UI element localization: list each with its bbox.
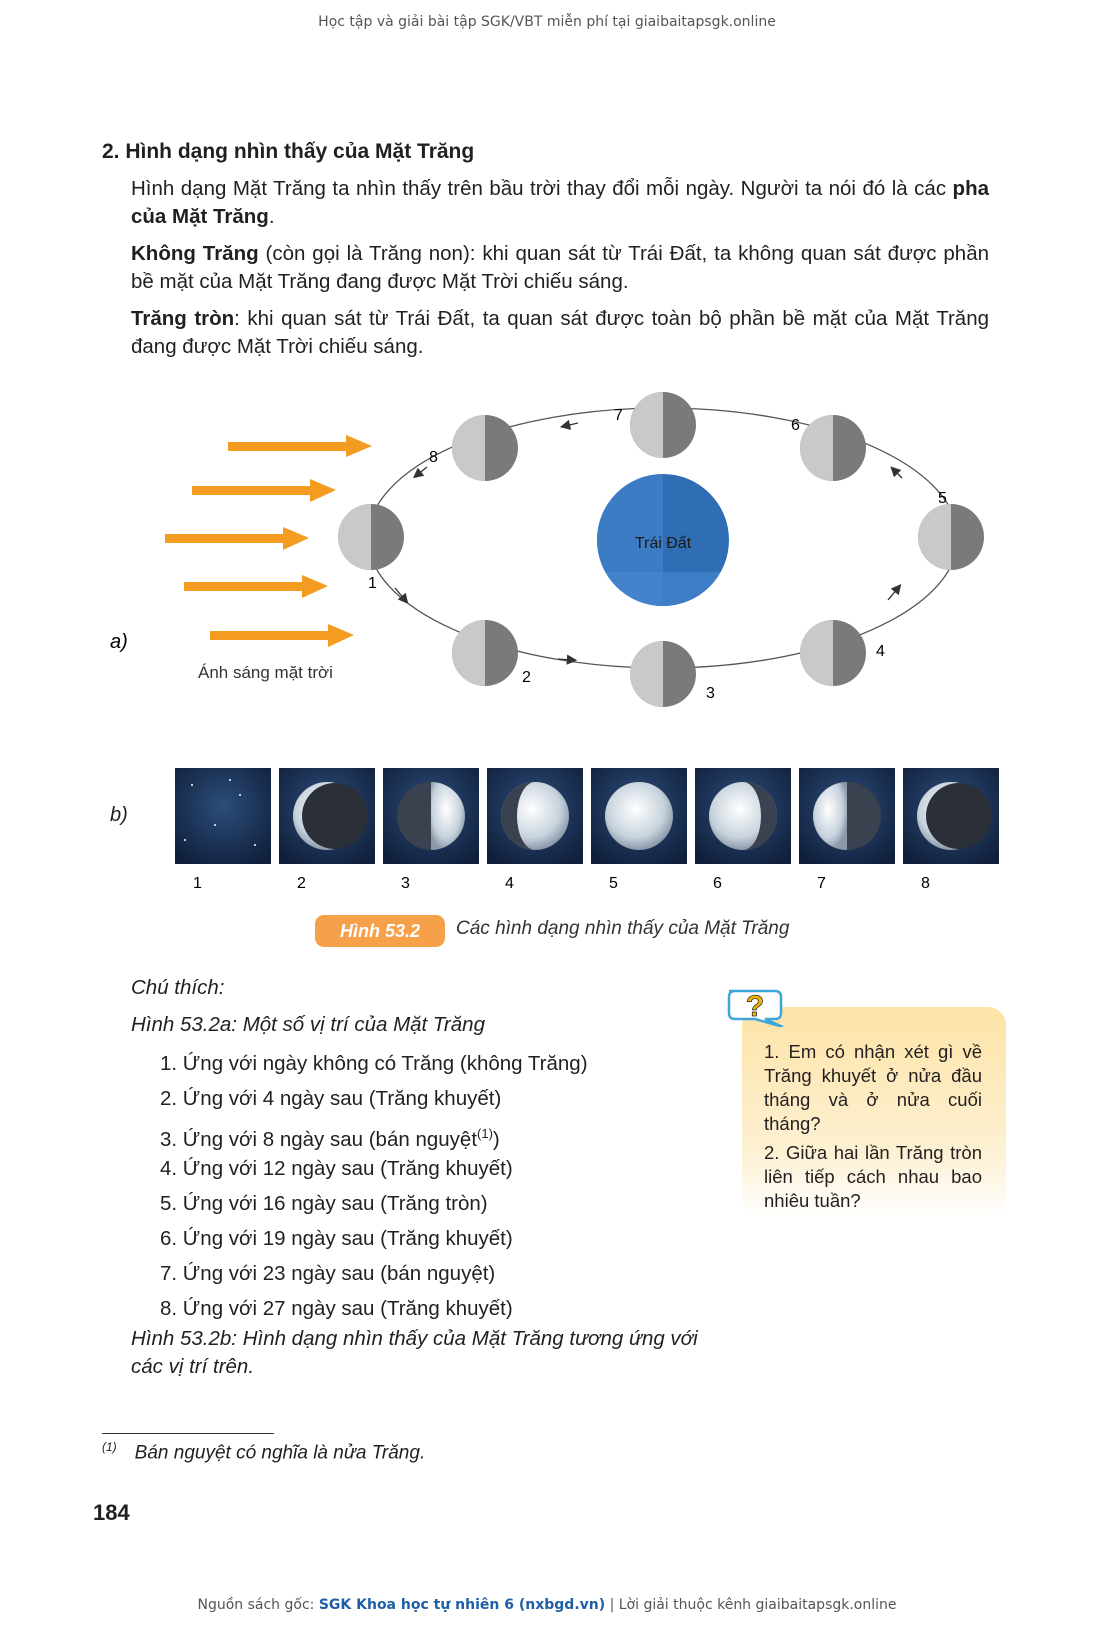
moon-photo-7: [799, 768, 895, 864]
footer-prefix: Nguồn sách gốc:: [197, 1597, 319, 1613]
notes-list: [160, 1046, 588, 1326]
orbit-number-1: 1: [368, 575, 377, 592]
orbit-number-6: 6: [791, 417, 800, 434]
question-mark-icon: [725, 987, 789, 1027]
footer-suffix: | Lời giải thuộc kênh giaibaitapsgk.online: [605, 1597, 897, 1613]
moon-7-icon: [630, 392, 696, 458]
notes-item-3-text: 3. Ứng với 8 ngày sau (bán nguyệt: [160, 1127, 478, 1151]
photo-number-3: 3: [401, 875, 410, 892]
photo-number-8: 8: [921, 875, 930, 892]
moon-photo-8: [903, 768, 999, 864]
moon-1-icon: [338, 504, 404, 570]
paragraph-phases-end: .: [268, 205, 275, 228]
paragraph-phases: [131, 175, 989, 231]
definition-new-moon: (còn gọi là Trăng non): khi quan sát từ Trái Đất, ta không quan sát được phần bề mặt của Mặt Trăng đang được Mặt Trời chiếu sáng.: [131, 242, 989, 293]
notes-list-item: 6. Ứng với 19 ngày sau (Trăng khuyết): [160, 1227, 513, 1250]
paragraph-phases-term: pha của Mặt Trăng: [131, 177, 989, 228]
moon-photo-1: [175, 768, 271, 864]
orbit-number-5: 5: [938, 490, 947, 507]
notes-list-item: 7. Ứng với 23 ngày sau (bán nguyệt): [160, 1262, 496, 1285]
photo-number-5: 5: [609, 875, 618, 892]
orbit-number-2: 2: [522, 669, 531, 686]
term-new-moon: Không Trăng: [131, 242, 259, 265]
notes-figure-a: Hình 53.2a: Một số vị trí của Mặt Trăng: [131, 1013, 485, 1036]
notes-list-item: 5. Ứng với 16 ngày sau (Trăng tròn): [160, 1192, 488, 1215]
sunlight-arrow-icon: [184, 575, 328, 598]
footnote-reference[interactable]: (1): [477, 1126, 493, 1141]
notes-figure-b: Hình 53.2b: Hình dạng nhìn thấy của Mặt Trăng tương ứng với các vị trí trên.: [131, 1327, 698, 1378]
notes-title: Chú thích:: [131, 976, 225, 999]
page-number: 184: [93, 1500, 130, 1525]
paragraph-new-moon: [131, 240, 989, 296]
notes-list-item: [160, 1116, 588, 1151]
moon-6-icon: [800, 415, 866, 481]
photo-number-2: 2: [297, 875, 306, 892]
footnote-marker: (1): [102, 1440, 117, 1454]
moon-8-icon: [452, 415, 518, 481]
photo-number-1: 1: [193, 875, 202, 892]
notes-list-item: 1. Ứng với ngày không có Trăng (không Trăng): [160, 1052, 588, 1075]
footnote-text: Bán nguyệt có nghĩa là nửa Trăng.: [134, 1442, 426, 1464]
orbit-number-3: 3: [706, 685, 715, 702]
sunlight-arrow-icon: [210, 624, 354, 647]
moon-4-icon: [800, 620, 866, 686]
moon-orbit-diagram: [0, 380, 1094, 720]
page-header-note: Học tập và giải bài tập SGK/VBT miễn phí tại giaibaitapsgk.online: [318, 14, 776, 30]
moon-2-icon: [452, 620, 518, 686]
footer-source-link[interactable]: SGK Khoa học tự nhiên 6 (nxbgd.vn): [318, 1597, 606, 1613]
footnote: [102, 1440, 425, 1464]
term-full-moon: Trăng tròn: [131, 307, 235, 330]
paragraph-full-moon: [131, 305, 989, 361]
moon-photo-2: [279, 768, 375, 864]
figure-a-label: a): [110, 631, 128, 653]
orbit-number-8: 8: [429, 449, 438, 466]
orbit-number-4: 4: [876, 643, 885, 660]
photo-number-6: 6: [713, 875, 722, 892]
page-footer: [0, 1597, 1094, 1613]
question-mark-glyph: ?: [745, 990, 765, 1023]
section-title: Hình dạng nhìn thấy của Mặt Trăng: [125, 140, 475, 163]
moon-5-icon: [918, 504, 984, 570]
orbit-direction-arrow-icon: [565, 423, 578, 426]
moon-photo-6: [695, 768, 791, 864]
earth-label: Trái Đất: [634, 535, 692, 552]
orbit-direction-arrow-icon: [888, 588, 898, 600]
section-heading: [102, 140, 474, 164]
moon-photo-5: [591, 768, 687, 864]
moon-photos-strip: [170, 765, 1010, 895]
notes-item-3-end: ): [492, 1127, 500, 1151]
paragraph-phases-text: Hình dạng Mặt Trăng ta nhìn thấy trên bầu trời thay đổi mỗi ngày. Người ta nói đó là các: [131, 177, 953, 200]
sunlight-arrow-icon: [192, 479, 336, 502]
moon-photo-4: [487, 768, 583, 864]
figure-caption-badge: Hình 53.2: [315, 915, 445, 947]
sunlight-arrow-icon: [165, 527, 309, 550]
question-list: [764, 1040, 982, 1218]
orbit-number-7: 7: [614, 407, 623, 424]
orbit-direction-arrow-icon: [894, 470, 902, 478]
notes-list-item: 4. Ứng với 12 ngày sau (Trăng khuyết): [160, 1157, 513, 1180]
figure-caption-text: Các hình dạng nhìn thấy của Mặt Trăng: [456, 918, 790, 939]
orbit-direction-arrow-icon: [417, 467, 427, 475]
notes-list-item: 8. Ứng với 27 ngày sau (Trăng khuyết): [160, 1297, 513, 1320]
notes-list-item: 2. Ứng với 4 ngày sau (Trăng khuyết): [160, 1087, 502, 1110]
footnote-divider: [102, 1433, 274, 1434]
question-item: 1. Em có nhận xét gì về Trăng khuyết ở nửa đầu tháng và ở nửa cuối tháng?: [764, 1041, 982, 1134]
section-number: 2.: [102, 140, 120, 163]
definition-full-moon: : khi quan sát từ Trái Đất, ta quan sát được toàn bộ phần bề mặt của Mặt Trăng đang được Mặt Trời chiếu sáng.: [131, 307, 990, 358]
question-item: 2. Giữa hai lần Trăng tròn liên tiếp cách nhau bao nhiêu tuần?: [764, 1142, 982, 1211]
sunlight-label: Ánh sáng mặt trời: [198, 663, 333, 682]
figure-b-label: b): [110, 804, 128, 826]
photo-number-7: 7: [817, 875, 826, 892]
moon-photo-3: [383, 768, 479, 864]
sunlight-arrow-icon: [228, 435, 372, 457]
photo-number-4: 4: [505, 875, 514, 892]
moon-3-icon: [630, 641, 696, 707]
